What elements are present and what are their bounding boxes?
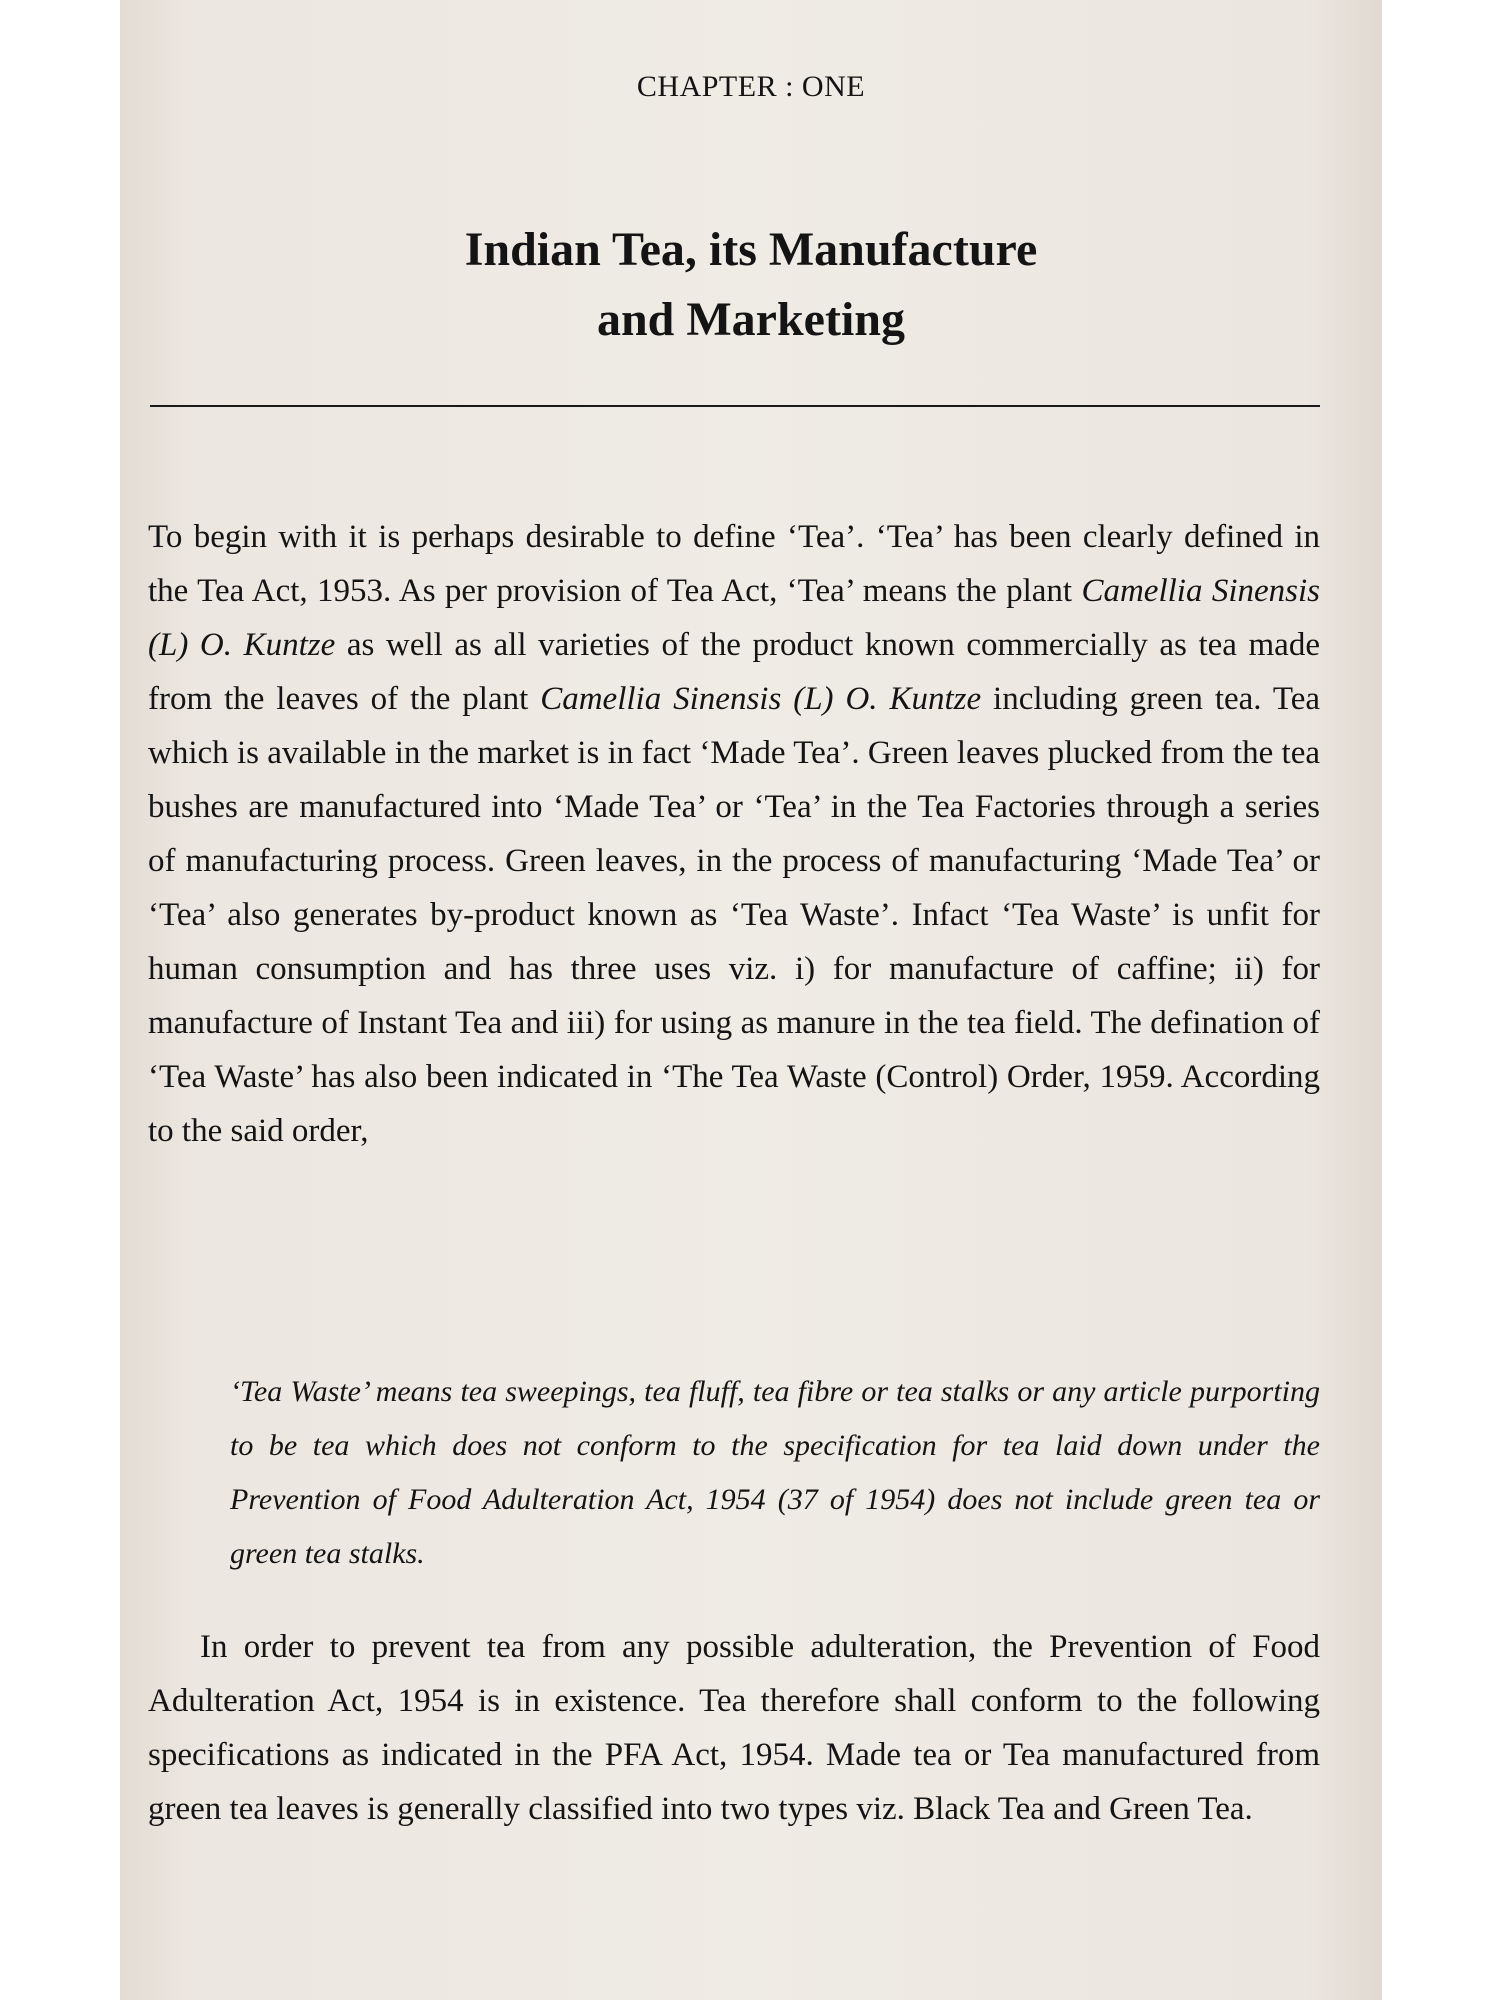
chapter-heading: CHAPTER : ONE (636, 70, 866, 103)
book-page (120, 0, 1382, 2000)
adulteration-paragraph: In order to prevent tea from any possible adulteration, the Prevention of Food Adulteration Act, 1954 is in existence. Tea therefore shall conform to the following specifications as indicated in the PFA Act, 1954. Made tea or Tea manufactured from green tea leaves is generally classified into two types viz. Black Tea and Green Tea. (148, 1629, 1320, 1827)
chapter-title-line-2: and Marketing (596, 293, 905, 346)
intro-paragraph (148, 510, 1320, 1158)
intro-text-3: including green tea. Tea which is available in the market is in fact ‘Made Tea’. Green leaves plucked from the tea bushes are manufactured into ‘Made Tea’ or ‘Tea’ in the Tea Factories through a series of manufacturing process. Green leaves, in the process of manufacturing ‘Made Tea’ or ‘Tea’ also generates by-product known as ‘Tea Waste’. Infact ‘Tea Waste’ is unfit for human consumption and has three uses viz. i) for manufacture of caffine; ii) for manufacture of Instant Tea and iii) for using as manure in the tea field. The defination of ‘Tea Waste’ has also been indicated in ‘The Tea Waste (Control) Order, 1959. According to the said order, (148, 681, 1321, 1149)
species-name-1: Camellia Sinensis (L) O. Kuntze (148, 573, 1321, 663)
chapter-title (120, 215, 1382, 355)
intro-text-2: as well as all varieties of the product known commercially as tea made from the leaves of the plant (148, 627, 1320, 717)
title-divider (150, 405, 1320, 407)
tea-waste-definition-quote: ‘Tea Waste’ means tea sweepings, tea fluff, tea fibre or tea stalks or any article purporting to be tea which does not conform to the specification for tea laid down under the Prevention of Food Adulteration Act, 1954 (37 of 1954) does not include green tea or green tea stalks. (230, 1375, 1320, 1570)
intro-text-1: To begin with it is perhaps desirable to define ‘Tea’. ‘Tea’ has been clearly defined in the Tea Act, 1953. As per provision of Tea Act, ‘Tea’ means the plant (148, 519, 1320, 609)
species-name-2: Camellia Sinensis (L) O. Kuntze (540, 681, 982, 717)
chapter-title-line-1: Indian Tea, its Manufacture (464, 223, 1038, 276)
